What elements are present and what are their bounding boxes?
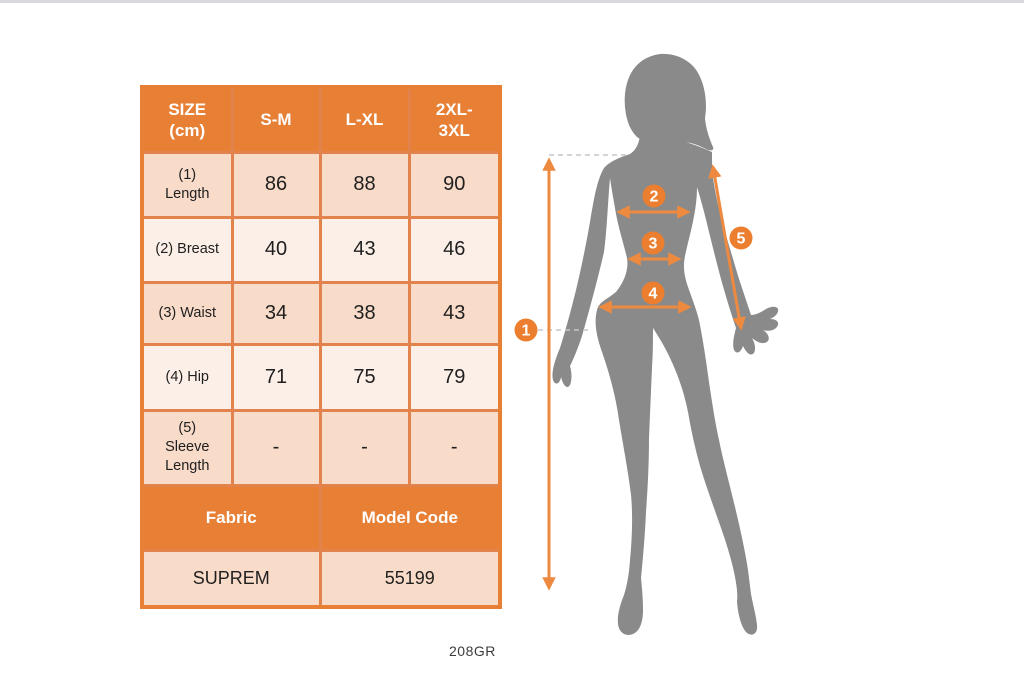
length-value-2xl-3xl: 90 [409,152,500,217]
sleeve-value-l-xl: - [320,410,409,485]
sleeve-value-s-m: - [232,410,320,485]
sleeve-value-2xl-3xl: - [409,410,500,485]
row-label-length: (1) Length [142,152,232,217]
table-row-breast [142,217,500,282]
column-header-l-xl: L-XL [320,87,409,152]
row-label-hip: (4) Hip [142,344,232,410]
column-header-2xl-3xl: 2XL- 3XL [409,87,500,152]
breast-value-l-xl: 43 [320,217,409,282]
hip-value-l-xl: 75 [320,344,409,410]
head-silhouette [625,54,714,151]
marker-5 [730,227,753,250]
table-row-hip [142,344,500,410]
svg-text:1: 1 [521,322,531,340]
table-row-waist [142,282,500,344]
fabric-header: Fabric [142,485,320,550]
svg-text:3: 3 [648,235,658,253]
body-silhouette [552,130,778,635]
hip-value-s-m: 71 [232,344,320,410]
svg-text:4: 4 [648,285,658,303]
info-header-row [142,485,500,550]
column-header-s-m: S-M [232,87,320,152]
size-header-row [142,87,500,152]
length-value-s-m: 86 [232,152,320,217]
breast-value-s-m: 40 [232,217,320,282]
footnote-code: 208GR [449,643,496,659]
model-code-value: 55199 [320,550,500,607]
model-code-header: Model Code [320,485,500,550]
measurement-figure [500,30,920,670]
marker-1 [515,319,538,342]
table-row-sleeve-length [142,410,500,485]
svg-text:2: 2 [649,188,659,206]
window-top-edge [0,0,1024,3]
size-unit-header: SIZE (cm) [142,87,232,152]
waist-value-2xl-3xl: 43 [409,282,500,344]
info-values-row [142,550,500,607]
waist-value-s-m: 34 [232,282,320,344]
breast-value-2xl-3xl: 46 [409,217,500,282]
row-label-breast: (2) Breast [142,217,232,282]
marker-3 [642,232,665,255]
svg-text:5: 5 [736,230,746,248]
table-row-length [142,152,500,217]
marker-2 [643,185,666,208]
length-value-l-xl: 88 [320,152,409,217]
hip-value-2xl-3xl: 79 [409,344,500,410]
size-chart-table [140,85,502,609]
row-label-waist: (3) Waist [142,282,232,344]
fabric-value: SUPREM [142,550,320,607]
row-label-sleeve-length: (5) Sleeve Length [142,410,232,485]
marker-4 [642,282,665,305]
waist-value-l-xl: 38 [320,282,409,344]
